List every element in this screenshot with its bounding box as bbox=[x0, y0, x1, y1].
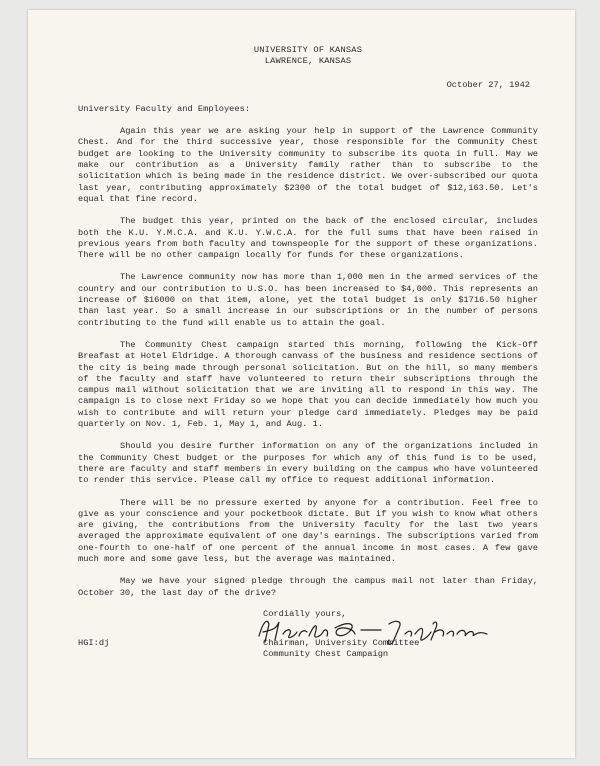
paragraph-5: Should you desire further information on any of the organizations included in the Community Chest budget or the purposes for which any of this fund is to be used, there are faculty and staff members in every building on the campus who have volunteered to render this service. Please call my office to request additional information. bbox=[78, 441, 538, 486]
reference-initials: HGI:dj bbox=[78, 638, 110, 649]
paragraph-6: There will be no pressure exerted by anyone for a contribution. Feel free to give as your conscience and your pocketbook dictate. But if you wish to know what others are giving, the contributions from the University faculty for the last two years averaged the approximate equivalent of one day's earnings. The subscriptions varied from one-fourth to one-half of one percent of the annual income in most cases. A few gave much more and some gave less, but the average was maintained. bbox=[78, 497, 538, 564]
paragraph-4: The Community Chest campaign started this morning, following the Kick-Off Breafast at Hotel Eldridge. A thorough canvass of the business and residence sections of the city is being made through personal solicitation. But on the hill, so many members of the faculty and staff have volunteered to return their subscriptions through the campus mail without solicitation that we are inviting all to respond in this way. The campaign is to close next Friday so we hope that you can decide immediately how much you wish to contribute and will return your pledge card immediately. Pledges may be paid quarterly on Nov. 1, Feb. 1, May 1, and Aug. 1. bbox=[78, 339, 538, 430]
letter-page bbox=[28, 10, 575, 758]
letter-date: October 27, 1942 bbox=[446, 79, 530, 90]
salutation: University Faculty and Employees: bbox=[78, 103, 251, 114]
letter-body bbox=[78, 45, 538, 674]
letterhead-line-1: UNIVERSITY OF KANSAS bbox=[253, 45, 363, 55]
paragraph-3: The Lawrence community now has more than 1,000 men in the armed services of the country and our contribution to U.S.O. has been increased to $4,000. This represents an increase of $16000 on that item, alone, yet the total budget is only $1716.50 higher than last year. So a small increase in our subscriptions or in the number of persons contributing to the fund will enable us to attain the goal. bbox=[78, 272, 538, 328]
letterhead bbox=[78, 45, 538, 68]
signer-campaign: Community Chest Campaign bbox=[263, 649, 389, 660]
signature-block bbox=[78, 620, 538, 674]
signer-lines bbox=[263, 638, 419, 661]
paragraph-1: Again this year we are asking your help in support of the Lawrence Community Chest. And for the third successive year, those responsible for the Community Chest budget are looking to the University community to subscribe its quota in full. May we make our contribution as a University family rather than to subscribe to the solicitation which is being made in the residence district. We over-subscribed our quota last year, contributing approximately $2300 of the total budget of $12,163.50. Let's equal that fine record. bbox=[78, 126, 538, 204]
closing: Cordially yours, bbox=[263, 608, 347, 619]
paragraph-7: May we have your signed pledge through the campus mail not later than Friday, October 30, the last day of the drive? bbox=[78, 576, 538, 598]
letterhead-line-2: LAWRENCE, KANSAS bbox=[264, 56, 352, 67]
signer-title: Chairman, University Committee bbox=[263, 638, 420, 649]
paragraph-2: The budget this year, printed on the back of the enclosed circular, includes both the K.U. Y.M.C.A. and K.U. Y.W.C.A. for the full sums that have been raised in previous years from both faculty and townspeople for the support of these organizations. There will be no other campaign locally for funds for these organizations. bbox=[78, 216, 538, 261]
